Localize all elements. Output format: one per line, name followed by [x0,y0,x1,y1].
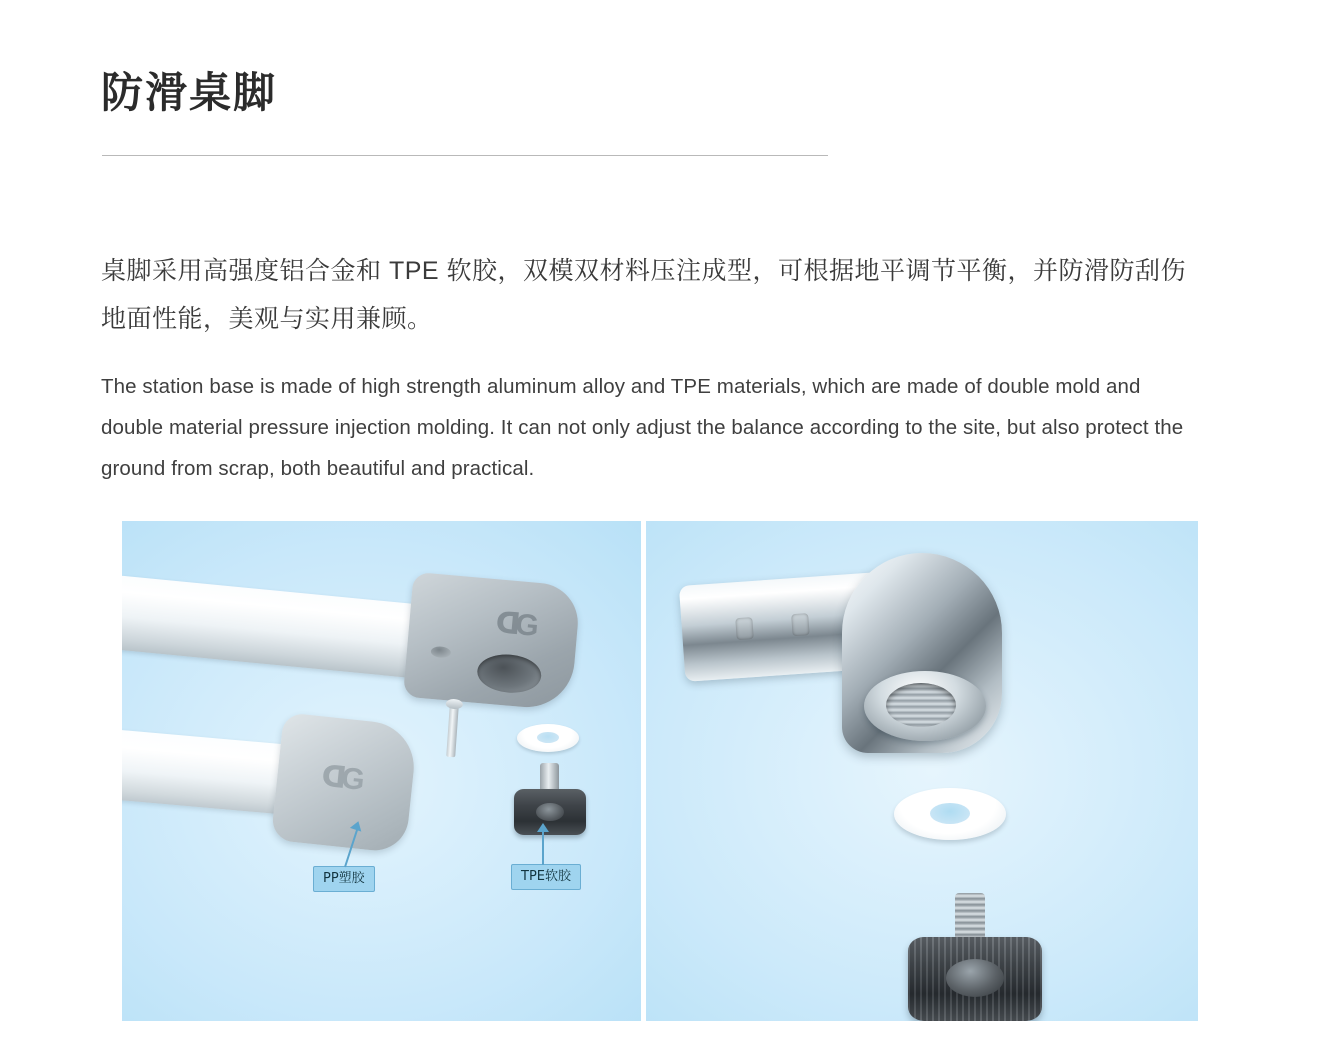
description-english: The station base is made of high strength aluminum alloy and TPE materials, which are made of double mold and double material pressure injection molding. It can not only adjust the balance according to the site, but also protect the ground from scrap, both beautiful and practical. [101,374,1184,480]
arm-bolt-icon [735,617,753,640]
upper-plastic-elbow [403,572,581,711]
foot-rubber-knob [908,937,1042,1021]
callout-tpe-rubber [511,864,581,890]
product-figure [122,521,1198,1021]
foot-rubber-knob [514,789,586,835]
elbow-bore [476,652,543,695]
small-screw [446,705,459,758]
left-product-image [122,521,641,1021]
callout-leader-line [542,831,544,865]
white-washer [894,788,1006,840]
description-chinese: 桌脚采用高强度铝合金和 TPE 软胶，双模双材料压注成型，可根据地平调节平衡，并防滑防刮伤地面性能，美观与实用兼顾。 [101,257,1187,333]
lower-plastic-cap [271,712,419,853]
callout-pp-plastic [313,866,375,892]
brand-logo-icon: ᗡG [494,606,536,643]
elbow-pin-hole [430,646,451,659]
brand-logo-icon: ᗡG [319,759,362,797]
arm-bolt-icon [791,613,809,636]
page-title: 防滑桌脚 [101,69,278,117]
title-divider [102,155,828,156]
adjustable-foot [908,893,1042,1021]
callout-arrow-icon [537,823,549,832]
aluminum-elbow [842,553,1002,753]
elbow-threaded-bore [886,683,956,727]
white-washer [517,724,579,752]
right-product-image [646,521,1198,1021]
callout-label: PP塑胶 [323,871,365,886]
callout-label: TPE软胶 [521,869,571,884]
adjustable-foot [514,763,586,835]
upper-tube [122,575,444,680]
